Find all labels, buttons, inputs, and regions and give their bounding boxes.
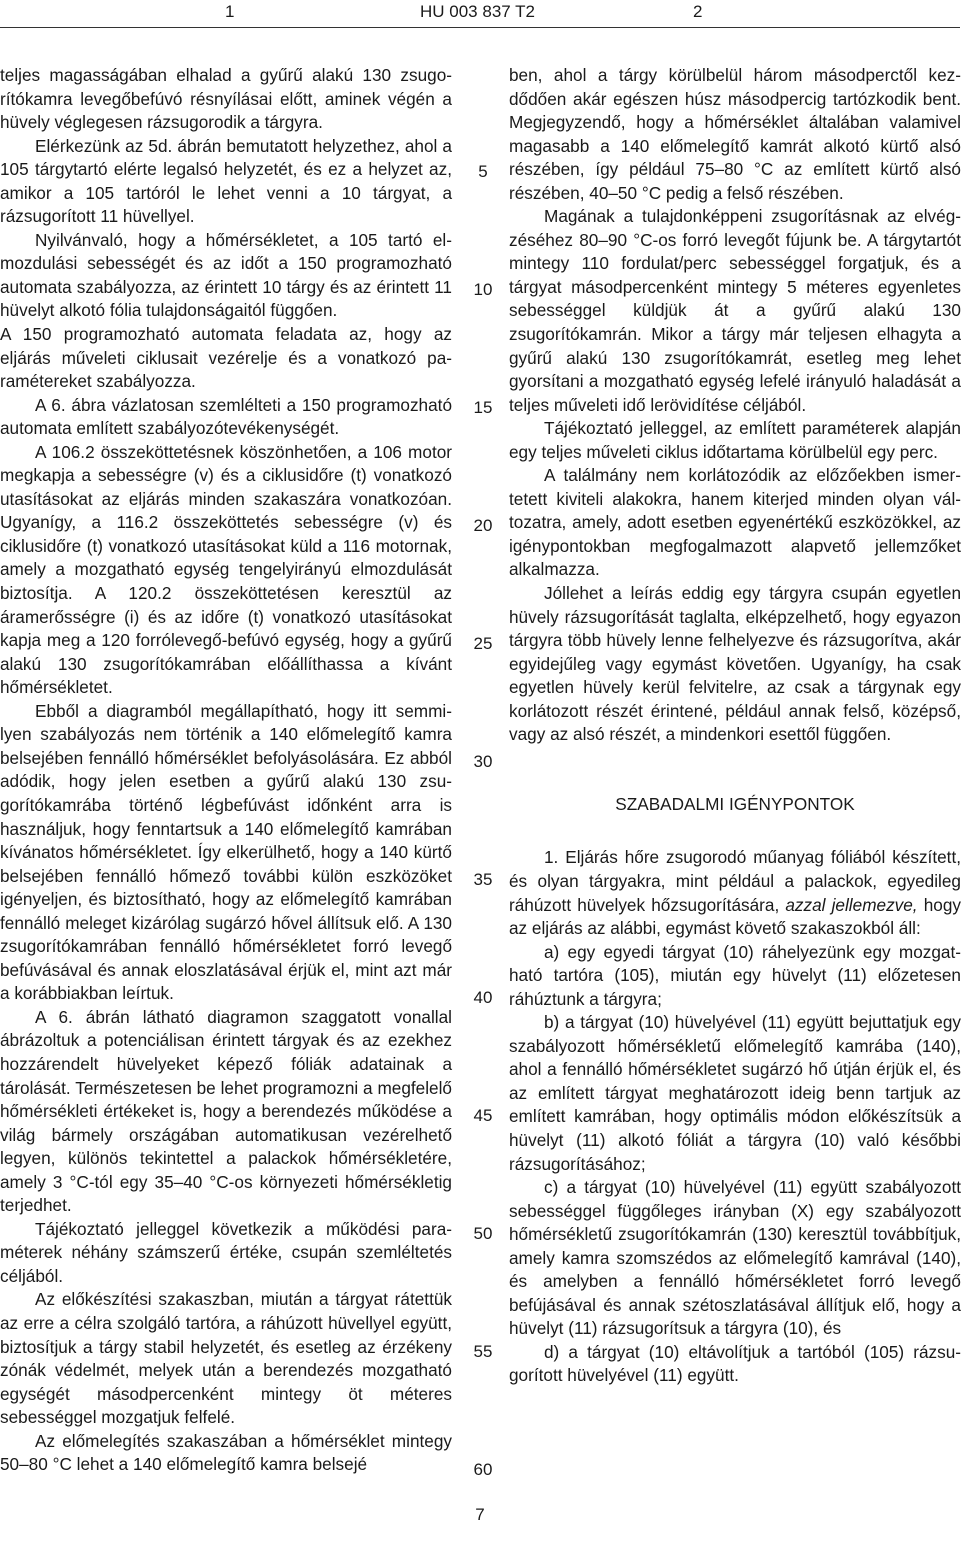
claim-step: c) a tárgyat (10) hüvelyével (11) együtt szabályozott sebességgel függőleges irányban (X) egy szabályozott hőmérsékletű zsugorítókamrán (130) keresztül továbbítjuk, amely kamra szomszédos az előmelegítő kamrával (140), és amelyben a fennálló hőmérsékletet forró levegő befújásával és annak szétoszlatásával állítjuk elő, hogy a hüvelyt (11) rázsugorítsuk a tárgyra (10), és bbox=[509, 1177, 961, 1339]
left-paragraph: Nyilvánvaló, hogy a hőmérsékletet, a 105 tartó elmozdulási sebességét és az időt a 150 programozható automata szabályozza, az érintett 10 tárgy és az érintett 11 hüvelyt alkotó fólia tulajdonságaitól függően. bbox=[0, 229, 452, 321]
left-paragraph: A 6. ábrán látható diagramon szaggatott vonallal ábrázoltuk a potenciálisan érintett tárgyak és az ezekhez hozzárendelt hüvelyeket képező fóliák adatainak a tárolását. Természetesen be lehet programozni a megfelelő hőmérsékleti értékeket is, hogy a berendezés működése a világ bármely országában automatikusan vezérelhető legyen, különös tekintettel a palackok hőmérsékletére, amely 3 °C-tól egy 35–40 °C-os környezeti hőmérsékletig terjedhet. bbox=[0, 1006, 452, 1216]
line-number: 25 bbox=[473, 634, 493, 653]
line-number: 20 bbox=[473, 516, 493, 535]
line-number: 15 bbox=[473, 398, 493, 417]
right-paragraph: Magának a tulajdonképpeni zsugorításnak az elvégzéséhez 80–90 °C-os forró levegőt fújunk be. A tárgytartót mintegy 110 fordulat/perc sebességgel forgatjuk, és a tárgyat másodpercenként mintegy 5 méteres egyenletes sebességgel küldjük át a gyűrű alakú 130 zsugorítókamrán. Mikor a tárgy már teljesen elhagyta a gyűrű alakú 130 zsugorítókamrát, esetleg meg lehet gyorsítani a mozgatható egység lefelé irányuló haladását a teljes műveleti idő lerövidítése céljából. bbox=[509, 206, 961, 415]
line-number: 50 bbox=[473, 1224, 493, 1243]
left-paragraph: Tájékoztató jelleggel következik a működési paraméterek néhány számszerű értéke, csupán szemléltetés céljából. bbox=[0, 1218, 452, 1286]
left-paragraph: Az előkészítési szakaszban, miután a tárgyat rátettük az erre a célra szolgáló tartóra, a ráhúzott hüvellyel együtt, biztosítjuk a tárgy stabil helyzetét, és esetleg az érzékeny zónák védelmét, melyek után a berendezés mozgatható egységét másodpercenként mintegy öt méteres sebességgel mozgatjuk felfelé. bbox=[0, 1289, 452, 1428]
line-number: 10 bbox=[473, 280, 493, 299]
page-number-right: 2 bbox=[693, 2, 703, 21]
line-number: 55 bbox=[473, 1342, 493, 1361]
right-paragraph: A találmány nem korlátozódik az előzőekben ismertetett kiviteli alakokra, hanem kiterjed minden olyan változatra, amely, adott esetben egyenértékű eszközökkel, az igénypontokban megfogalmazott alapvető jellemzőket alkalmazza. bbox=[509, 465, 961, 580]
right-paragraph: Jóllehet a leírás eddig egy tárgyra csupán egyetlen hüvely rázsugorítását taglalta, elképzelhető, hogy egyazon tárgyra több hüvely lenne felhelyezve és rázsugorítva, akár egyidejűleg vagy egymást követően. Ugyanígy, ha csak egyetlen hüvely kerül felvitelre, az csak a tárgynak egy korlátozott részét érintené, például annak felső, középső, vagy az alsó részét, a mindenkori esettől függően. bbox=[509, 583, 961, 745]
left-paragraph: A 150 programozható automata feladata az, hogy az eljárás műveleti ciklusait vezérelje és a vonatkozó paramétereket szabályozza. bbox=[0, 324, 452, 392]
page-number-left: 1 bbox=[225, 2, 235, 21]
document-title: HU 003 837 T2 bbox=[420, 2, 535, 21]
claim-step: a) egy egyedi tárgyat (10) ráhelyezünk egy mozgatható tartóra (105), miután egy hüvelyt (11) előzetesen ráhúztunk a tárgyra; bbox=[509, 941, 961, 1009]
left-paragraph: A 6. ábra vázlatosan szemlélteti a 150 programozható automata említett szabályozótevékenységét. bbox=[0, 394, 452, 439]
left-paragraph: Az előmelegítés szakaszában a hőmérséklet mintegy 50–80 °C lehet a 140 előmelegítő kamra belsejé bbox=[0, 1430, 452, 1475]
line-number: 5 bbox=[478, 162, 488, 181]
header-rule bbox=[0, 27, 960, 28]
left-paragraph: A 106.2 összeköttetésnek köszönhetően, a 106 motor megkapja a sebességre (v) és a ciklusidőre (t) vonatkozó utasításokat az eljárás minden szakaszára vonatkozóan. Ugyanígy, a 116.2 összeköttetés sebességre (v) és ciklusidőre (t) vonatkozó utasításokat küld a 116 motornak, amely a mozgatható egység tengelyirányú elmozdulását biztosítja. A 120.2 összeköttetésen keresztül az áramerősségre (i) és az időre (t) vonatkozó utasításokat kapja meg a 120 forrólevegő-befúvó egység, hogy a gyűrű alakú 130 zsugorítókamrában előállíthassa a kívánt hőmérsékletet. bbox=[0, 441, 452, 698]
line-number: 45 bbox=[473, 1106, 493, 1125]
claim-step: b) a tárgyat (10) hüvelyével (11) együtt bejuttatjuk egy szabályozott hőmérsékletű előmelegítő kamrába (140), ahol a fennálló hőmérsékletet sugárzó hő útján érjük el, és az említett tárgyat meghatározott ideig benn tartjuk az említett kamrában, hogy optimális módon előkészítsük a hüvelyt (11) alkotó fóliát a tárgyra (10) való későbbi rázsugorításához; bbox=[509, 1012, 961, 1174]
claim-1: 1. Eljárás hőre zsugorodó műanyag fóliából készített, és olyan tárgyakra, mint például a palackok, egyedileg ráhúzott hüvelyek hőzsugorítására, azzal jellemezve, hogy az eljárás az alábbi, egymást követő szakaszokból áll: bbox=[509, 847, 961, 939]
page-footer-number: 7 bbox=[475, 1505, 485, 1524]
right-paragraph: ben, ahol a tárgy körülbelül három másodperctől kezdődően akár egészen húsz másodpercig tartózkodik bent. Megjegyzendő, hogy a hőmérséklet általában valamivel magasabb a 140 előmelegítő kamrát alkotó kürtő alsó részében, így például 75–80 °C az említett kürtő alsó részében, 40–50 °C pedig a felső részében. bbox=[509, 65, 961, 203]
line-number: 60 bbox=[473, 1460, 493, 1479]
left-paragraph: teljes magasságában elhalad a gyűrű alakú 130 zsugorítókamra levegőbefúvó résnyílásai előtt, aminek végén a hüvely véglegesen rázsugorodik a tárgyra. bbox=[0, 65, 452, 133]
line-number: 30 bbox=[473, 752, 493, 771]
left-paragraph: Ebből a diagramból megállapítható, hogy itt semmilyen szabályozás nem történik a 140 előmelegítő kamra belsejében fennálló hőmérséklet befolyásolására. Ez abból adódik, hogy jelen esetben a gyűrű alakú 130 zsugorítókamrába történő légbefúvást időnként arra is használjuk, hogy fenntartsuk a 140 előmelegítő kamrában kívánatos hőmérsékletet. Így elkerülhető, hogy a 140 kürtő belsejében fennálló hőmező további külön eszközöket igényeljen, és biztosítható, hogy az előmelegítő kamrában fennálló meleget kizárólag sugárzó hővel állítsuk elő. A 130 zsugorítókamrában fennálló hőmérsékletet forró levegő befúvásával és annak eloszlatásával érjük el, mint azt már a korábbiakban leírtuk. bbox=[0, 700, 452, 1004]
left-paragraph: Elérkezünk az 5d. ábrán bemutatott helyzethez, ahol a 105 tárgytartó elérte legalsó helyzetét, és ez a helyzet az, amikor a 105 tartóról le lehet venni a 10 tárgyat, a rázsugorított 11 hüvellyel. bbox=[0, 135, 452, 227]
line-number: 40 bbox=[473, 988, 493, 1007]
right-paragraph: Tájékoztató jelleggel, az említett paraméterek alapján egy teljes műveleti ciklus időtartama körülbelül egy perc. bbox=[509, 418, 961, 462]
claims-heading: SZABADALMI IGÉNYPONTOK bbox=[615, 793, 855, 814]
claim-step: d) a tárgyat (10) eltávolítjuk a tartóból (105) rázsugorított hüvelyével (11) együtt. bbox=[509, 1341, 961, 1386]
left-column bbox=[0, 64, 452, 1477]
line-number: 35 bbox=[473, 870, 493, 889]
right-column bbox=[509, 64, 961, 1388]
